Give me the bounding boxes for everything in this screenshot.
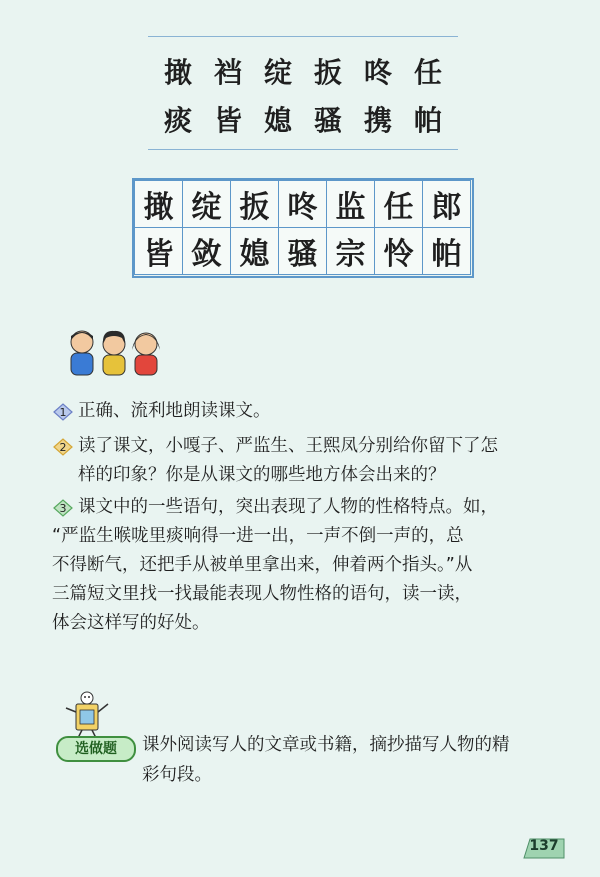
grid-cell: 咚 [279,181,327,228]
text-line: 体会这样写的好处。 [52,613,210,633]
character-box [148,36,458,150]
char: 媳 [263,104,292,137]
question-number-icon [52,498,74,518]
grid-row-1 [135,181,471,228]
grid-cell: 骚 [279,228,327,275]
pencil-mascot-icon [60,690,114,740]
page-number-text: 137 [529,838,559,854]
text-line: 不得断气，还把手从被单里拿出来，伸着两个指头。”从 [52,555,473,575]
char: 扳 [313,56,342,89]
optional-task-text [142,730,582,790]
text-line: “严监生喉咙里痰响得一进一出，一声不倒一声的，总 [52,526,464,546]
grid-cell: 宗 [327,228,375,275]
grid-cell: 帕 [423,228,471,275]
char: 绽 [263,56,292,89]
text-line: 课文中的一些语句，突出表现了人物的性格特点。如， [78,497,498,517]
grid-cell: 监 [327,181,375,228]
page-number [520,836,568,860]
char: 皆 [213,104,242,137]
char: 携 [363,104,392,137]
svg-text:3: 3 [59,502,67,515]
character-grid [134,180,471,275]
question-1 [52,397,572,426]
grid-cell: 扳 [231,181,279,228]
children-icon [62,326,172,378]
char-row-1 [148,51,458,91]
question-text [78,432,572,490]
optional-task-badge: 选做题 [56,736,136,762]
grid-cell: 媳 [231,228,279,275]
question-text [52,493,572,638]
grid-cell: 皆 [135,228,183,275]
text-line: 样的印象？你是从课文的哪些地方体会出来的？ [78,465,446,485]
char: 撖 [163,56,192,89]
char: 骚 [313,104,342,137]
grid-cell: 撖 [135,181,183,228]
question-number-icon [52,437,74,457]
char-row-2 [148,99,458,139]
grid-cell: 敛 [183,228,231,275]
question-2 [52,432,572,490]
text-line: 三篇短文里找一找最能表现人物性格的语句，读一读， [52,584,472,604]
svg-text:2: 2 [59,441,67,454]
grid-row-2 [135,228,471,275]
question-text: 正确、流利地朗读课文。 [78,401,271,421]
grid-cell: 怜 [375,228,423,275]
char: 咚 [363,56,392,89]
text-line: 彩句段。 [142,765,212,785]
question-number-icon [52,402,74,422]
svg-text:1: 1 [59,406,67,419]
text-line: 课外阅读写人的文章或书籍，摘抄描写人物的精 [142,735,510,755]
char: 帕 [413,104,442,137]
text-line: 读了课文，小嘎子、严监生、王熙凤分别给你留下了怎 [78,436,498,456]
grid-cell: 郎 [423,181,471,228]
char: 裆 [213,56,242,89]
grid-cell: 任 [375,181,423,228]
char: 痰 [163,104,192,137]
char: 任 [413,56,442,89]
grid-cell: 绽 [183,181,231,228]
question-3 [52,493,572,638]
